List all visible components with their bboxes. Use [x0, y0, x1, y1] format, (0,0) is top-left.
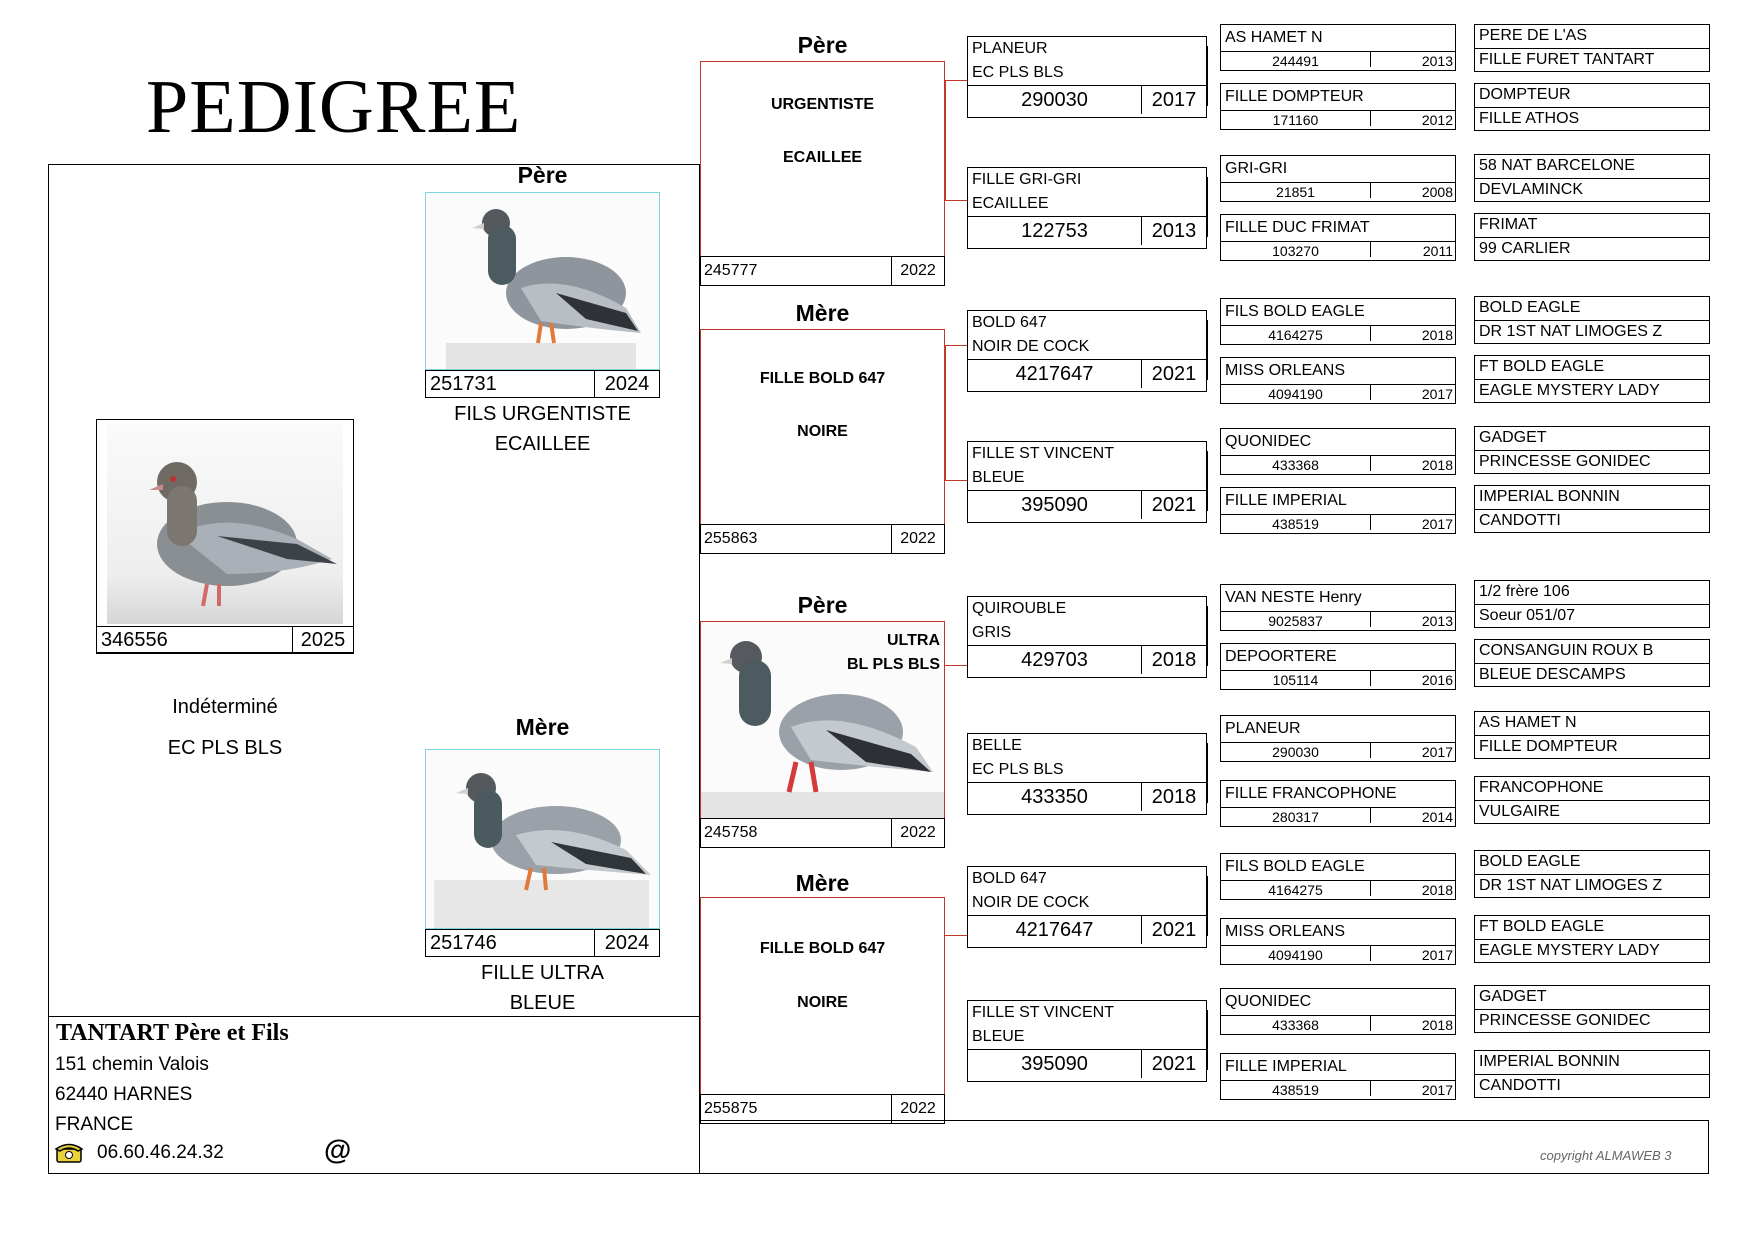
gggp-5	[1220, 357, 1456, 404]
gp-0-color: ECAILLEE	[782, 149, 863, 166]
dam-name-line2: BLEUE	[509, 992, 576, 1014]
dam-ring-year: 2024	[604, 932, 650, 954]
sire-photo	[425, 192, 660, 370]
ggggp-15-sire: IMPERIAL BONNIN	[1479, 1053, 1620, 1070]
ggggp-5-sire: FT BOLD EAGLE	[1479, 358, 1605, 375]
ggp-6-color: NOIR DE COCK	[972, 894, 1090, 911]
ggp-7-name: FILLE ST VINCENT	[972, 1004, 1114, 1021]
gggp-2	[1220, 155, 1456, 202]
ggp-3-name: FILLE ST VINCENT	[972, 445, 1114, 462]
gp-2-name: ULTRA	[886, 632, 940, 649]
gggp-15-year: 2017	[1421, 1082, 1453, 1096]
gggp-3-ring: 103270	[1221, 242, 1371, 257]
gggp-12-ring: 4164275	[1221, 881, 1371, 896]
copyright: copyright ALMAWEB 3	[1540, 1148, 1672, 1163]
subject-color: EC PLS BLS	[167, 737, 283, 759]
gggp-5-name: MISS ORLEANS	[1225, 362, 1346, 379]
gggp-9-year: 2016	[1421, 672, 1453, 686]
gggp-8-ring: 9025837	[1221, 612, 1371, 627]
gggp-0-year: 2013	[1421, 53, 1453, 67]
gp-0-ring-year: 2022	[900, 262, 936, 279]
gggp-6-ring: 433368	[1221, 456, 1371, 471]
ggp-6-year: 2021	[1151, 919, 1197, 941]
gggp-12	[1220, 853, 1456, 900]
ggggp-13-dam: EAGLE MYSTERY LADY	[1475, 939, 1709, 963]
ggp-2-year: 2021	[1151, 363, 1197, 385]
gggp-5-ring: 4094190	[1221, 385, 1371, 400]
gggp-4-ring: 4164275	[1221, 326, 1371, 341]
gggp-10-year: 2017	[1421, 744, 1453, 758]
ggggp-0-dam: FILLE FURET TANTART	[1475, 48, 1709, 72]
dam-label: Mère	[515, 714, 570, 740]
ggggp-7-dam: CANDOTTI	[1475, 509, 1709, 533]
gggp-6-year: 2018	[1421, 457, 1453, 471]
gggp-12-name: FILS BOLD EAGLE	[1225, 858, 1365, 875]
gggp-4-year: 2018	[1421, 327, 1453, 341]
ggggp-5-dam: EAGLE MYSTERY LADY	[1475, 379, 1709, 403]
footer-frame	[700, 1120, 1709, 1174]
gggp-11	[1220, 780, 1456, 827]
sire-ring-number: 251731	[426, 371, 595, 397]
ggggp-2-dam: DEVLAMINCK	[1475, 178, 1709, 202]
ggp-0-color: EC PLS BLS	[972, 64, 1064, 81]
ggp-2-ring: 4217647	[968, 360, 1142, 388]
ggp-5	[967, 733, 1207, 815]
gp-2-ring	[700, 818, 945, 848]
ggp-7-year: 2021	[1151, 1053, 1197, 1075]
ggp-5-year: 2018	[1151, 786, 1197, 808]
gp-0-ring	[700, 256, 945, 286]
gp-3-color: NOIRE	[797, 994, 848, 1011]
sire-label: Père	[517, 162, 568, 188]
ggggp-9-sire: CONSANGUIN ROUX B	[1479, 642, 1654, 659]
ggggp-7-sire: IMPERIAL BONNIN	[1479, 488, 1620, 505]
ggggp-0	[1474, 24, 1710, 72]
gggp-13-name: MISS ORLEANS	[1225, 923, 1346, 940]
gggp-1-name: FILLE DOMPTEUR	[1225, 88, 1364, 105]
ggp-1-color: ECAILLEE	[972, 195, 1049, 212]
gggp-11-name: FILLE FRANCOPHONE	[1225, 785, 1397, 802]
gggp-10-name: PLANEUR	[1225, 720, 1301, 737]
gggp-15	[1220, 1053, 1456, 1100]
gp-2-ring-number: 245758	[701, 819, 892, 847]
dam-ring-number: 251746	[426, 930, 595, 956]
gggp-6	[1220, 428, 1456, 475]
gggp-8	[1220, 584, 1456, 631]
breeder-country: FRANCE	[55, 1114, 134, 1135]
ggggp-13	[1474, 915, 1710, 963]
ggp-7-color: BLEUE	[972, 1028, 1025, 1045]
gggp-15-ring: 438519	[1221, 1081, 1371, 1096]
gp-1-ring-number: 255863	[701, 525, 892, 553]
gp-3-ring-number: 255875	[701, 1095, 892, 1123]
gggp-9-ring: 105114	[1221, 671, 1371, 686]
ggggp-10	[1474, 711, 1710, 759]
ggggp-4-sire: BOLD EAGLE	[1479, 299, 1581, 316]
dam-pigeon-image	[426, 750, 659, 928]
gggp-14-year: 2018	[1421, 1017, 1453, 1031]
gggp-10	[1220, 715, 1456, 762]
ggp-3-color: BLEUE	[972, 469, 1025, 486]
ggp-6	[967, 866, 1207, 948]
ggp-5-color: EC PLS BLS	[972, 761, 1064, 778]
ggggp-13-sire: FT BOLD EAGLE	[1479, 918, 1605, 935]
ggp-6-name: BOLD 647	[972, 870, 1047, 887]
gp-0-box	[700, 61, 945, 256]
gggp-13	[1220, 918, 1456, 965]
gggp-14	[1220, 988, 1456, 1035]
gp-2-box	[700, 621, 945, 818]
ggggp-3	[1474, 213, 1710, 261]
gp-1-box	[700, 329, 945, 524]
ggp-0-ring: 290030	[968, 86, 1142, 114]
ggggp-2-sire: 58 NAT BARCELONE	[1479, 157, 1635, 174]
gp-0-name: URGENTISTE	[770, 96, 875, 113]
gggp-7-name: FILLE IMPERIAL	[1225, 492, 1347, 509]
ggggp-1-sire: DOMPTEUR	[1479, 86, 1571, 103]
ggggp-9	[1474, 639, 1710, 687]
breeder-phone: 06.60.46.24.32	[97, 1142, 224, 1163]
subject-ring-year: 2025	[300, 629, 346, 651]
gggp-3-name: FILLE DUC FRIMAT	[1225, 219, 1370, 236]
gggp-8-year: 2013	[1421, 613, 1453, 627]
ggp-7-ring: 395090	[968, 1050, 1142, 1078]
gggp-1	[1220, 83, 1456, 130]
ggggp-3-dam: 99 CARLIER	[1475, 237, 1709, 261]
gggp-6-name: QUONIDEC	[1225, 433, 1312, 450]
gp-3-ring-year: 2022	[900, 1100, 936, 1117]
email-icon[interactable]: @	[324, 1134, 352, 1165]
ggggp-11-sire: FRANCOPHONE	[1479, 779, 1604, 796]
gggp-0	[1220, 24, 1456, 71]
gggp-2-name: GRI-GRI	[1225, 160, 1288, 177]
gp-3-ring	[700, 1094, 945, 1124]
gp-3-box	[700, 897, 945, 1094]
ggggp-15	[1474, 1050, 1710, 1098]
ggp-0	[967, 36, 1207, 118]
subject-ring-number: 346556	[97, 627, 293, 653]
ggp-3-ring: 395090	[968, 491, 1142, 519]
gp-1-color: NOIRE	[797, 423, 848, 440]
ggggp-14-dam: PRINCESSE GONIDEC	[1475, 1009, 1709, 1033]
ggggp-1-dam: FILLE ATHOS	[1475, 107, 1709, 131]
dam-name-line1: FILLE ULTRA	[481, 962, 604, 984]
ggggp-6-sire: GADGET	[1479, 429, 1547, 446]
gggp-4	[1220, 298, 1456, 345]
gggp-11-year: 2014	[1421, 809, 1453, 823]
gggp-1-ring: 171160	[1221, 111, 1371, 126]
gggp-10-ring: 290030	[1221, 743, 1371, 758]
gggp-15-name: FILLE IMPERIAL	[1225, 1058, 1347, 1075]
gp-3-name: FILLE BOLD 647	[759, 940, 886, 957]
gp-1-name: FILLE BOLD 647	[759, 370, 886, 387]
gggp-7-year: 2017	[1421, 516, 1453, 530]
gp-0-ring-number: 245777	[701, 257, 892, 285]
ggggp-12-dam: DR 1ST NAT LIMOGES Z	[1475, 874, 1709, 898]
gp-3-label: Mère	[795, 870, 850, 896]
gp-2-color: BL PLS BLS	[846, 656, 940, 673]
gggp-1-year: 2012	[1421, 112, 1453, 126]
ggp-6-ring: 4217647	[968, 916, 1142, 944]
gp-2-ring-year: 2022	[900, 824, 936, 841]
dam-ring	[425, 929, 660, 957]
gp-2-label: Père	[797, 592, 848, 618]
gggp-9-name: DEPOORTERE	[1225, 648, 1337, 665]
ggggp-10-dam: FILLE DOMPTEUR	[1475, 735, 1709, 759]
sire-ring	[425, 370, 660, 398]
ggggp-4-dam: DR 1ST NAT LIMOGES Z	[1475, 320, 1709, 344]
ggggp-4	[1474, 296, 1710, 344]
ggggp-6	[1474, 426, 1710, 474]
subject-pigeon-image	[107, 424, 343, 624]
ggggp-8-sire: 1/2 frère 106	[1479, 583, 1570, 600]
ggp-1	[967, 167, 1207, 249]
gggp-7-ring: 438519	[1221, 515, 1371, 530]
ggp-0-name: PLANEUR	[972, 40, 1048, 57]
ggggp-14	[1474, 985, 1710, 1033]
ggp-4-year: 2018	[1151, 649, 1197, 671]
breeder-city: 62440 HARNES	[55, 1084, 193, 1105]
subject-photo-frame	[96, 419, 354, 653]
page-title: PEDIGREE	[146, 65, 522, 149]
gggp-3	[1220, 214, 1456, 261]
ggggp-12	[1474, 850, 1710, 898]
ggp-2-name: BOLD 647	[972, 314, 1047, 331]
gggp-7	[1220, 487, 1456, 534]
gp-1-label: Mère	[795, 300, 850, 326]
subject-sex: Indéterminé	[172, 696, 278, 718]
gp-1-ring-year: 2022	[900, 530, 936, 547]
ggp-2-color: NOIR DE COCK	[972, 338, 1090, 355]
gggp-13-ring: 4094190	[1221, 946, 1371, 961]
sire-ring-year: 2024	[604, 373, 650, 395]
gggp-2-ring: 21851	[1221, 183, 1371, 198]
ggggp-8	[1474, 580, 1710, 628]
ggggp-14-sire: GADGET	[1479, 988, 1547, 1005]
gggp-14-ring: 433368	[1221, 1016, 1371, 1031]
ggggp-1	[1474, 83, 1710, 131]
telephone-icon	[54, 1140, 84, 1164]
gggp-3-year: 2011	[1422, 243, 1453, 257]
ggp-5-ring: 433350	[968, 783, 1142, 811]
gggp-11-ring: 280317	[1221, 808, 1371, 823]
ggggp-9-dam: BLEUE DESCAMPS	[1475, 663, 1709, 687]
footer-divider	[48, 1016, 700, 1017]
ggp-4-color: GRIS	[972, 624, 1012, 641]
sire-name-line1: FILS URGENTISTE	[454, 403, 631, 425]
ggggp-8-dam: Soeur 051/07	[1475, 604, 1709, 628]
gggp-5-year: 2017	[1421, 386, 1453, 400]
sire-pigeon-image	[426, 193, 659, 369]
ggp-1-name: FILLE GRI-GRI	[972, 171, 1082, 188]
gggp-14-name: QUONIDEC	[1225, 993, 1312, 1010]
ggp-4-ring: 429703	[968, 646, 1142, 674]
gp-0-label: Père	[797, 32, 848, 58]
sire-name-line2: ECAILLEE	[494, 433, 591, 455]
ggggp-6-dam: PRINCESSE GONIDEC	[1475, 450, 1709, 474]
ggp-7	[967, 1000, 1207, 1082]
ggggp-12-sire: BOLD EAGLE	[1479, 853, 1581, 870]
breeder-street: 151 chemin Valois	[55, 1054, 209, 1075]
gggp-8-name: VAN NESTE Henry	[1225, 589, 1362, 606]
gggp-0-name: AS HAMET N	[1225, 29, 1323, 46]
subject-ring	[96, 626, 354, 654]
ggp-0-year: 2017	[1151, 89, 1197, 111]
ggggp-10-sire: AS HAMET N	[1479, 714, 1577, 731]
breeder-name: TANTART Père et Fils	[56, 1020, 289, 1046]
ggp-4-name: QUIROUBLE	[972, 600, 1067, 617]
ggp-2	[967, 310, 1207, 392]
ggp-5-name: BELLE	[972, 737, 1022, 754]
gggp-9	[1220, 643, 1456, 690]
dam-photo	[425, 749, 660, 929]
ggggp-2	[1474, 154, 1710, 202]
ggggp-15-dam: CANDOTTI	[1475, 1074, 1709, 1098]
ggggp-3-sire: FRIMAT	[1479, 216, 1538, 233]
ggp-3	[967, 441, 1207, 523]
ggggp-11-dam: VULGAIRE	[1475, 800, 1709, 824]
gggp-13-year: 2017	[1421, 947, 1453, 961]
gggp-2-year: 2008	[1421, 184, 1453, 198]
ggggp-0-sire: PERE DE L'AS	[1479, 27, 1587, 44]
ggggp-7	[1474, 485, 1710, 533]
gggp-0-ring: 244491	[1221, 52, 1371, 67]
gggp-12-year: 2018	[1421, 882, 1453, 896]
gggp-4-name: FILS BOLD EAGLE	[1225, 303, 1365, 320]
ggp-3-year: 2021	[1151, 494, 1197, 516]
ggp-1-year: 2013	[1151, 220, 1197, 242]
ggp-4	[967, 596, 1207, 678]
ggp-1-ring: 122753	[968, 217, 1142, 245]
ggggp-11	[1474, 776, 1710, 824]
gp-1-ring	[700, 524, 945, 554]
ggggp-5	[1474, 355, 1710, 403]
